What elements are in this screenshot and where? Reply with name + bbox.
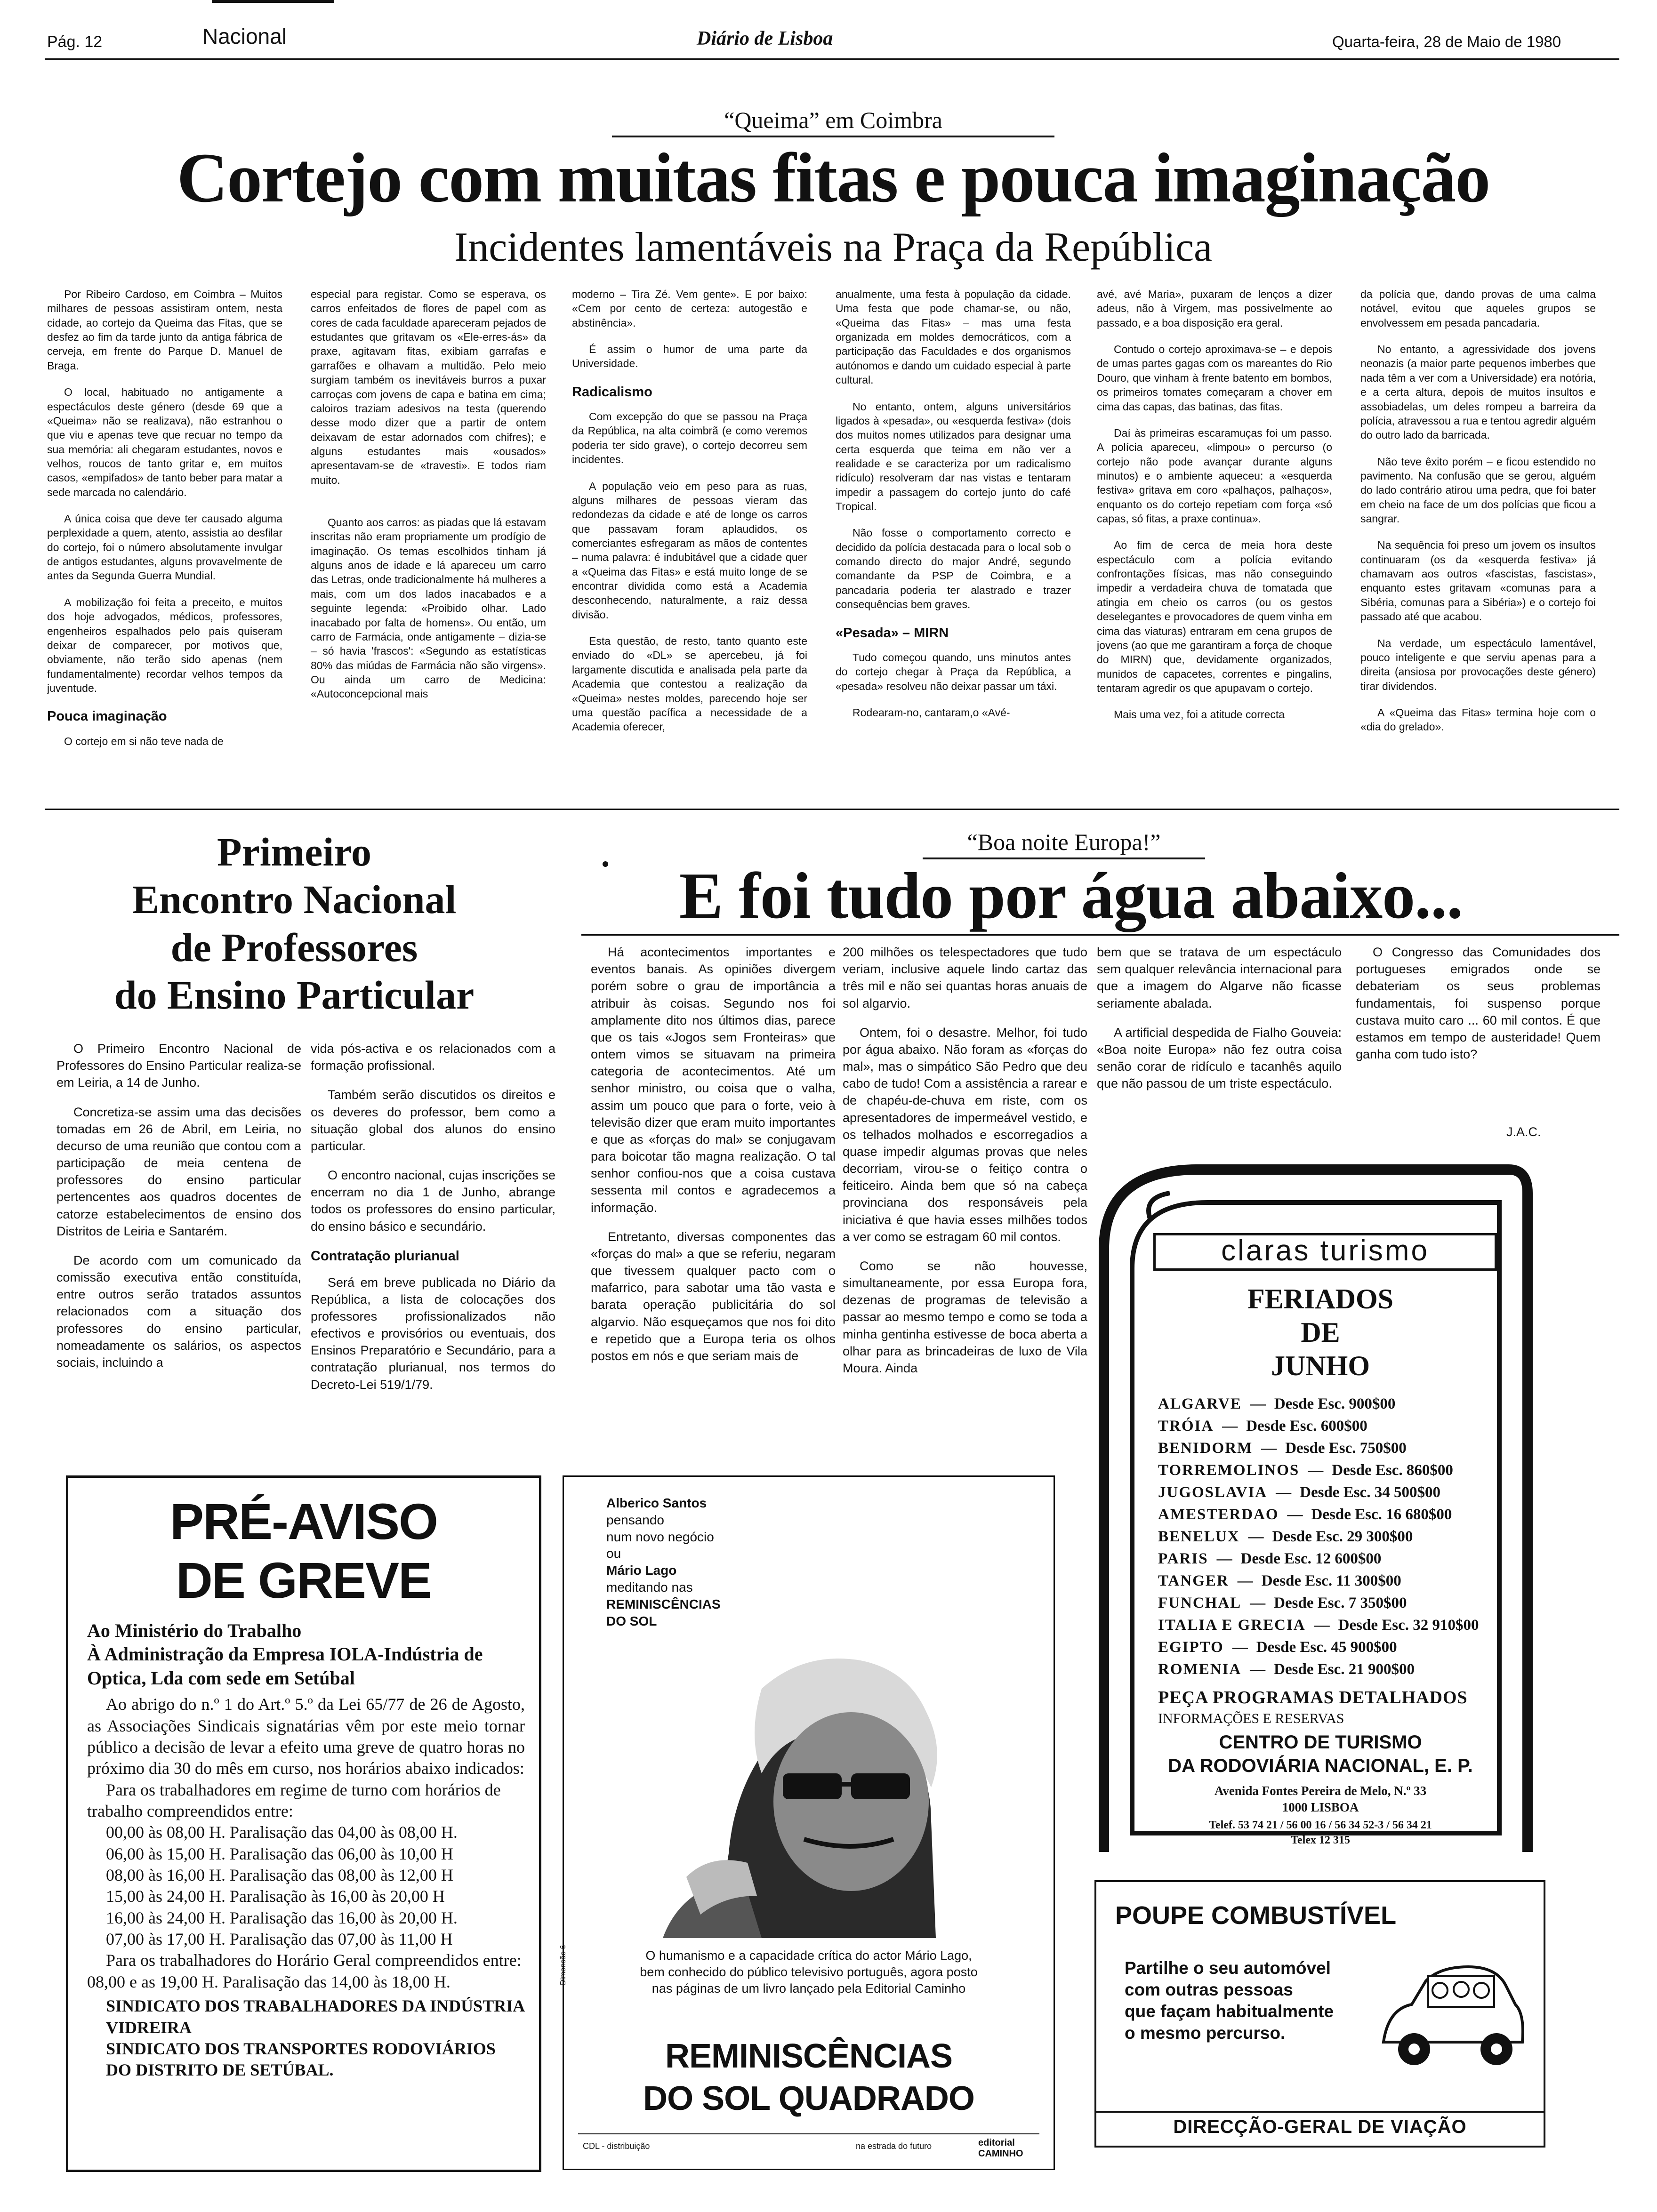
queima-bottom-rule bbox=[45, 809, 1619, 810]
turismo-cta-1: PEÇA PROGRAMAS DETALHADOS bbox=[1158, 1688, 1468, 1707]
section-name: Nacional bbox=[202, 24, 287, 48]
masthead: Diário de Lisboa bbox=[697, 28, 833, 49]
subhead-pesada-mirn: «Pesada» – MIRN bbox=[836, 625, 949, 641]
turismo-destinations bbox=[1158, 1393, 1497, 1681]
europa-kicker: “Boa noite Europa!” bbox=[923, 828, 1205, 859]
destination-row: TRÓIA — Desde Esc. 600$00 bbox=[1158, 1418, 1367, 1435]
destination-row: BENIDORM — Desde Esc. 750$00 bbox=[1158, 1440, 1407, 1457]
greve-title-1: PRÉ-AVISO bbox=[169, 1493, 438, 1550]
top-cut-masthead bbox=[212, 0, 334, 3]
destination-row: ROMENIA — Desde Esc. 21 900$00 bbox=[1158, 1661, 1415, 1678]
greve-body: Ao Ministério do Trabalho À Administração da Empresa IOLA-Indústria de Optica, Lda com sede em Setúbal Ao abrigo do n.º 1 do Art.º 5.º da Lei 65/77 de 26 de Agosto, as Associações Sindicais signatárias vêm por este meio tornar público a decisão de levar a efeito uma greve de quatro horas no próximo dia 30 do mês em curso, nos horários abaixo indicados: Para os trabalhadores em regime de turno com horários de trabalho compreendidos entre: 00,00 às 08,00 H. Paralisação das 04,00 às 08,00 H. 06,00 às 15,00 H. Paralisação das 06,00 às 10,00 H 08,00 às 16,00 H. Paralisação das 08,00 às 12,00 H 15,00 às 24,00 H. Paralisação às 16,00 às 20,00 H 16,00 às 24,00 H. Paralisação das 16,00 às 20,00 H. 07,00 às 17,00 H. Paralisação das 07,00 às 11,00 H Para os trabalhadores do Horário Geral compreendidos entre: 08,00 e as 19,00 H. Paralisação das 14,00 às 18,00 H. SINDICATO DOS TRABALHADORES DA INDÚSTRIA VIDREIRA SINDICATO DOS TRANSPORTES RODOVIÁRIOS DO DISTRITO DE SETÚBAL. bbox=[87, 1620, 525, 2080]
livro-footer-left: CDL - distribuição bbox=[583, 2141, 650, 2151]
combustivel-title: POUPE COMBUSTÍVEL bbox=[1115, 1901, 1397, 1930]
turismo-ad bbox=[1076, 1155, 1537, 1854]
turismo-address: Avenida Fontes Pereira de Melo, N.º 33 bbox=[1214, 1784, 1427, 1798]
livro-ad bbox=[559, 1475, 1055, 2170]
turismo-org-2: DA RODOVIÁRIA NACIONAL, E. P. bbox=[1168, 1755, 1473, 1776]
greve-title-2: DE GREVE bbox=[176, 1552, 432, 1609]
europa-headline-rule bbox=[581, 934, 1619, 936]
destination-row: JUGOSLAVIA — Desde Esc. 34 500$00 bbox=[1158, 1484, 1440, 1501]
turismo-telex: Telex 12 315 bbox=[1291, 1834, 1350, 1846]
queima-column-4: anualmente, uma festa à população da cidade. Uma festa que pode chamar-se, ou não, «Queima das Fitas» – mas uma festa organizada em moldes democráticos, com a participação das Faculdades e dos organismos autónomos e dando um cuidado especial à parte cultural. No entanto, ontem, alguns universitários ligados à «pesada», ou «esquerda festiva» (dois dos muitos nomes utilizados para designar uma certa esquerda que teima em não ver a realidade e se caracteriza por um radicalismo ridículo) resolveram dar nas vistas e tentaram impedir a passagem do cortejo junto do café Tropical. Não fosse o comportamento correcto e decidido da polícia destacada para o local sob o comando directo do major André, segundo comandante da PSP de Coimbra, e a pancadaria poderia ter alastrado e trazer consequências bem graves. «Pesada» – MIRN Tudo começou quando, uns minutos antes do cortejo chegar à Praça da República, a «pesada» resolveu não deixar passar um táxi. Rodearam-no, cantaram,o «Avé- bbox=[836, 288, 1071, 719]
queima-column-3: moderno – Tira Zé. Vem gente». E por baixo: «Cem por cento de certeza: autogestão e abstinência». É assim o humor de uma parte da Universidade. Radicalismo Com excepção do que se passou na Praça da República, na alta coimbrã (e como veremos poderia ter sido grave), o cortejo decorreu sem incidentes. A população veio em peso para as ruas, alguns milhares de pessoas vieram das redondezas da cidade e até de longe os carros que passavam foram aplaudidos, os comerciantes esfregaram as mãos de contentes – numa palavra: é indubitável que a cidade quer a «Queima das Fitas» e está muito longe de se encontrar dividida como está a Academia desconhecendo, naturalmente, a raiz dessa divisão. Esta questão, de resto, tanto quanto este enviado do «DL» se apercebeu, já foi largamente discutida e analisada pela parte da Academia que contestou a realização da «Queima» nestes moldes, parecendo hoje ser uma questão pacífica a necessidade de a Academia oferecer, bbox=[572, 288, 807, 733]
livro-title-2: DO SOL QUADRADO bbox=[643, 2080, 974, 2117]
turismo-brand: claras turismo bbox=[1221, 1234, 1429, 1267]
destination-row: ITALIA E GRECIA — Desde Esc. 32 910$00 bbox=[1158, 1617, 1479, 1634]
destination-row: FUNCHAL — Desde Esc. 7 350$00 bbox=[1158, 1595, 1407, 1611]
queima-column-5: avé, avé Maria», puxaram de lenços a dizer adeus, não à Virgem, mas possivelmente ao passado, e a boa disposição era geral. Contudo o cortejo aproximava-se – e depois de umas partes gagas com os mareantes do Rio Douro, que vinham à frente batento em bombos, os primeiros tomates começaram a chover em cima das capas, das batinas, das fitas. Daí às primeiras escaramuças foi um passo. A polícia apareceu, «limpou» o percurso (o cortejo não pode avançar durante alguns minutos) e o ambiente aqueceu: a «esquerda festiva» gritava em coro «palhaços, palhaços», enquanto os do cortejo repetiam com força «só capas, só fitas, a praxe continua». Ao fim de cerca de meia hora deste espectáculo com a polícia evitando confrontações físicas, mas não conseguindo impedir a verdadeira chuva de tomatada que atingia em cheio os carros (ou os gestos deselegantes e provocadores de quem vinha em cima das viaturas) entraram em cena grupos de jovens (ao que me garantiram a força de choque do MIRN) que, devidamente organizados, munidos de capacetes, correntes e pingalins, tentaram agredir os que apupavam o cortejo. Mais uma vez, foi a atitude correcta bbox=[1097, 288, 1332, 721]
page-number: Pág. 12 bbox=[47, 33, 103, 51]
livro-footer-rule bbox=[578, 2133, 1039, 2134]
subhead-radicalismo: Radicalismo bbox=[572, 384, 652, 400]
combustivel-ad bbox=[1094, 1880, 1545, 2148]
combustivel-footer: DIRECÇÃO-GERAL DE VIAÇÃO bbox=[1173, 2116, 1467, 2137]
subhead-pouca-imaginacao: Pouca imaginação bbox=[47, 709, 167, 724]
europa-column-3: bem que se tratava de um espectáculo sem qualquer relevância internacional para que a imagem do Algarve não ficasse seriamente abalada. A artificial despedida de Fialho Gouveia: «Boa noite Europa» não fez outra coisa senão corar de ridículo e tacanhês aquilo que não passou de um triste espectáculo. bbox=[1097, 945, 1342, 1091]
europa-column-4: O Congresso das Comunidades dos portugueses emigrados onde se debateriam os seus problemas fundamentais, foi suspenso porque custava muito caro ... 60 mil contos. É que estamos em tempo de austeridade! Quem ganha com tudo isto? bbox=[1356, 945, 1601, 1062]
livro-intro: Alberico Santos pensando num novo negócio ou Mário Lago meditando nas REMINISCÊNCIAS DO SOL bbox=[606, 1496, 721, 1628]
destination-row: PARIS — Desde Esc. 12 600$00 bbox=[1158, 1550, 1382, 1567]
destination-row: ALGARVE — Desde Esc. 900$00 bbox=[1158, 1395, 1396, 1412]
livro-credit: Dimensão 6 bbox=[559, 1945, 567, 1985]
encontro-column-1: O Primeiro Encontro Nacional de Professores do Ensino Particular realiza-se em Leiria, a 14 de Junho. Concretiza-se assim uma das decisões tomadas em 26 de Abril, em Leiria, no decurso de uma reunião que contou com a participação de meia centena de professores do ensino particular pertencentes aos quadros docentes de catorze estabelecimentos de ensino dos Distritos de Leiria e Santarém. De acordo com um comunicado da comissão executiva então constituída, entre outros serão tratados assuntos relacionados com a situação dos professores do ensino particular, nomeadamente os salários, os aspectos sociais, incluindo a bbox=[56, 1042, 301, 1370]
destination-row: TANGER — Desde Esc. 11 300$00 bbox=[1158, 1572, 1401, 1589]
livro-footer-mid: na estrada do futuro bbox=[856, 2141, 932, 2151]
issue-date: Quarta-feira, 28 de Maio de 1980 bbox=[1332, 33, 1561, 50]
greve-box bbox=[66, 1475, 541, 2172]
turismo-phone: Telef. 53 74 21 / 56 00 16 / 56 34 52-3 / 56 34 21 bbox=[1209, 1819, 1432, 1831]
destination-row: TORREMOLINOS — Desde Esc. 860$00 bbox=[1158, 1462, 1453, 1479]
combustivel-footer-rule bbox=[1096, 2111, 1544, 2113]
destination-row: AMESTERDAO — Desde Esc. 16 680$00 bbox=[1158, 1506, 1452, 1523]
portrait-photo bbox=[606, 1632, 1011, 1938]
combustivel-body: Partilhe o seu automóvel com outras pessoas que façam habitualmente o mesmo percurso. bbox=[1125, 1958, 1334, 2043]
encontro-column-2: vida pós-activa e os relacionados com a formação profissional. Também serão discutidos os direitos e os deveres do professor, bem como a situação global dos alunos do ensino particular. O encontro nacional, cujas inscrições se encerram no dia 1 de Junho, abrange todos os professores do ensino particular, do ensino básico e secundário. Contratação plurianual Será em breve publicada no Diário da República, a lista de colocações dos professores profissionalizados não efectivos e provisórios ou eventuais, dos Ensinos Preparatório e Secundário, para a contratação plurianual, nos termos do Decreto-Lei 519/1/79. bbox=[311, 1042, 555, 1392]
europa-signature: J.A.C. bbox=[1506, 1125, 1541, 1139]
header-rule bbox=[45, 58, 1619, 60]
queima-column-2: especial para registar. Como se esperava, os carros enfeitados de flores de papel com as cores de cada faculdade apareceram pejados de estudantes que gritavam os «Ele-erres-ás» da praxe, agitavam fitas, exibiam garrafas e garrafões e olhavam a multidão. Pelo meio surgiam também os inevitáveis burros a puxar carroças com jovens de capa e batina em cima; caloiros traziam adesivos na testa (querendo desse modo dizer que a partir de ontem deixavam de estar adornados com chifres); e alguns estudantes mais «ousados» apresentavam-se de «travesti». E todos riam muito. Quanto aos carros: as piadas que lá estavam inscritas não eram propriamente um prodígio de imaginação. Os temas escolhidos tinham já alguns anos de idade e lá apareceu um carro das Letras, onde tradicionalmente há mulheres a mais, com um dos lados inacabados e a seguinte legenda: «Proibido olhar. Lado inacabado por falta de homens». Ou então, um carro de Farmácia, onde antigamente – dizia-se – só havia 'frascos': «Segundo as estatísticas 80% das miúdas de Farmácia não são virgens». Ou ainda um carro de Medicina: «Autoconcepcional mais bbox=[311, 288, 546, 700]
turismo-title: FERIADOS DE JUNHO bbox=[1247, 1283, 1394, 1381]
queima-subhead: Incidentes lamentáveis na Praça da República bbox=[454, 224, 1213, 270]
livro-title-1: REMINISCÊNCIAS bbox=[665, 2037, 953, 2075]
livro-footer-right: editorial CAMINHO bbox=[978, 2138, 1023, 2159]
turismo-city: 1000 LISBOA bbox=[1282, 1800, 1359, 1814]
subhead-contratacao: Contratação plurianual bbox=[311, 1248, 459, 1264]
turismo-cta-2: INFORMAÇÕES E RESERVAS bbox=[1158, 1711, 1344, 1726]
destination-row: BENELUX — Desde Esc. 29 300$00 bbox=[1158, 1528, 1413, 1545]
queima-headline: Cortejo com muitas fitas e pouca imaginação bbox=[177, 139, 1490, 217]
encontro-headline: Primeiro Encontro Nacional de Professores do Ensino Particular bbox=[114, 829, 475, 1018]
europa-column-1: Há acontecimentos importantes e eventos banais. As opiniões divergem porém sobre o grau de importância a atribuir às coisas. Segundo nos foi amplamente dito nos últimos dias, parece que os tais «Jogos sem Fronteiras» que ontem vimos se situavam na primeira categoria de acontecimentos. Até um senhor ministro, ou coisa que o valha, assim um pouco que para o forte, veio à televisão dizer que eram muito importantes e que as «forças do mal» se conjugavam para boicotar tão magna realização. O tal senhor confiou-nos que a coisa custava sessenta mil contos e agradecemos a informação. Entretanto, diversas componentes das «forças do mal» a que se referiu, negaram que tivessem qualquer pacto com o mafarrico, para sabotar uma tão vasta e barata operação publicitária do sol algarvio. Não esqueçamos que nos foi dito e repetido que a Europa teria os olhos postos em nós e que seriam mais de bbox=[591, 945, 836, 1363]
destination-row: EGIPTO — Desde Esc. 45 900$00 bbox=[1158, 1639, 1397, 1656]
queima-kicker: “Queima” em Coimbra bbox=[612, 106, 1054, 137]
shared-car-illustration bbox=[1374, 1953, 1529, 2080]
turismo-org-1: CENTRO DE TURISMO bbox=[1219, 1732, 1422, 1753]
queima-column-6: da polícia que, dando provas de uma calma notável, evitou que aqueles grupos se envolvessem em pesada pancadaria. No entanto, a agressividade dos jovens neonazis (a maior parte pequenos imberbes que nada têm a ver com a Universidade) era notória, e a certa altura, depois de muitos insultos e assobiadelas, um deles rompeu a barreira da polícia, atravessou a rua e tentou agredir alguém do outro lado da barricada. Não teve êxito porém – e ficou estendido no pavimento. Na confusão que se gerou, alguém do lado contrário atirou uma pedra, que foi bater em cheio na face de um dos polícias que ficou a sangrar. Na sequência foi preso um jovem os insultos continuaram (os da «esquerda festiva» já chamavam aos outros «fascistas, fascistas», enquanto estes gritavam «comunas para a Sibéria, comunas para a Sibéria») e o cortejo foi passado até que acabou. Na verdade, um espectáculo lamentável, pouco inteligente e que serviu apenas para a direita (ansiosa por provocações deste género) tirar dividendos. A «Queima das Fitas» termina hoje com o «dia do grelado». bbox=[1360, 288, 1596, 733]
queima-column-1: Por Ribeiro Cardoso, em Coimbra – Muitos milhares de pessoas assistiram ontem, nesta cidade, ao cortejo da Queima das Fitas, que se desfez ao fim da tarde junto da antiga fábrica de cerveja, em frente do Parque D. Manuel de Braga. O local, habituado no antigamente a espectáculos deste género (desde 69 que a «Queima» não se realizava), não estranhou o que viu e apenas teve que recuar no tempo da sua memória: ali chegaram estudantes, novos e velhos, roucos de tanto gritar e, em muitos casos, «empifados» de tanto beber para matar a sede marcada no calendário. A única coisa que deve ter causado alguma perplexidade a quem, atento, assistia ao desfilar do cortejo, foi o número absolutamente invulgar de antigos estudantes, alguns provavelmente de antes da Segunda Guerra Mundial. A mobilização foi feita a preceito, e muitos dos hoje advogados, médicos, professores, engenheiros espalhados pelo país quiseram deixar de comparecer, por motivos que, obviamente, não terão sido apenas (nem fundamentalmente) recordar velhos tempos da juventude. Pouca imaginação O cortejo em si não teve nada de bbox=[47, 288, 282, 747]
europa-column-2: 200 milhões os telespectadores que tudo veriam, inclusive aquele lindo cartaz das três mil e não sei quantas horas anuais de sol algarvio. Ontem, foi o desastre. Melhor, foi tudo por água abaixo. Não foram as «forças do mal», mas o simpático São Pedro que deu cabo de tudo! Com a assistência a rarear e de chapéu-de-chuva em riste, com os apresentadores de impermeável vestido, e os telhados molhados e escorregadios a quase impedir algumas provas que neles decorriam, virou-se o feitiço contra o feiticeiro. Ainda bem que só na cabeça provinciana dos responsáveis pela iniciativa é que havia esses milhões todos a ver como se estragam 60 mil contos. Como se não houvesse, simultaneamente, por essa Europa fora, dezenas de programas de televisão a passar ao mesmo tempo e como se toda a minha gentinha estivesse de boca aberta a olhar para as brincadeiras de luxo de Vila Moura. Ainda bbox=[843, 945, 1087, 1375]
livro-blurb: O humanismo e a capacidade crítica do actor Mário Lago, bem conhecido do público televisivo português, agora posto nas páginas de um livro lançado pela Editorial Caminho bbox=[640, 1948, 978, 1996]
europa-headline: E foi tudo por água abaixo... bbox=[679, 859, 1463, 932]
